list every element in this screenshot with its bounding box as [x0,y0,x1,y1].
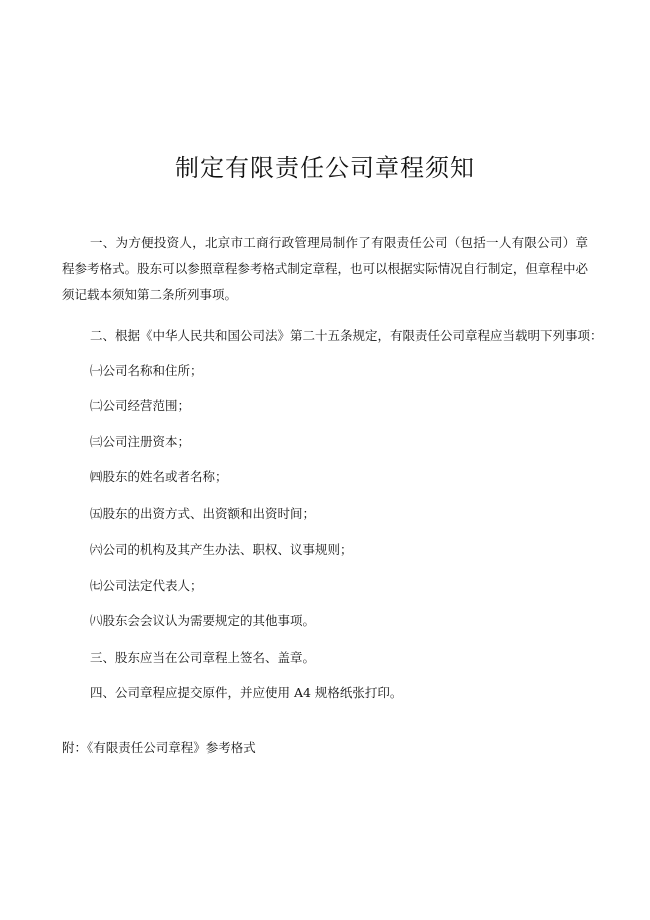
item-3: ㈢公司注册资本； [90,434,191,449]
paragraph-4: 四、公司章程应提交原件，并应使用 A4 规格纸张打印。 [90,685,403,700]
paragraph-3: 三、股东应当在公司章程上签名、盖章。 [90,650,316,665]
document-title: 制定有限责任公司章程须知 [175,154,475,182]
item-1: ㈠公司名称和住所； [90,363,203,378]
item-7: ㈦公司法定代表人； [90,578,203,593]
paragraph-2: 二、根据《中华人民共和国公司法》第二十五条规定，有限责任公司章程应当载明下列事项： [90,328,603,343]
item-6: ㈥公司的机构及其产生办法、职权、议事规则； [90,542,353,557]
item-2: ㈡公司经营范围； [90,398,191,413]
item-5: ㈤股东的出资方式、出资额和出资时间； [90,506,316,521]
paragraph-1: 一、为方便投资人，北京市工商行政管理局制作了有限责任公司（包括一人有限公司）章程参考格式。股东可以参照章程参考格式制定章程，也可以根据实际情况自行制定，但章程中必须记载本须知第二条所列事项。 [62,235,588,302]
item-4: ㈣股东的姓名或者名称； [90,469,228,484]
item-8: ㈧股东会会议认为需要规定的其他事项。 [90,613,316,628]
appendix-note: 附：《有限责任公司章程》参考格式 [62,740,256,755]
